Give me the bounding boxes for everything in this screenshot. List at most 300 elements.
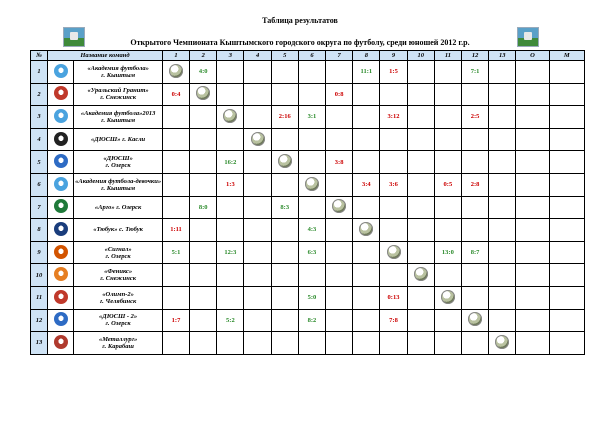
score-cell: 3:8 <box>326 151 353 174</box>
diagonal-cell <box>407 264 434 287</box>
score-cell: 7:1 <box>461 61 488 84</box>
team-name-line: «ДЮСШ - 2» <box>99 313 138 321</box>
score-cell <box>489 286 516 309</box>
team-logo-cell <box>48 309 74 332</box>
team-logo-icon <box>54 86 68 100</box>
score-cell <box>489 106 516 129</box>
score-cell <box>190 128 217 151</box>
table-row <box>31 264 585 287</box>
score-cell <box>217 83 244 106</box>
table-row <box>31 286 585 309</box>
diagonal-cell <box>461 309 488 332</box>
score-cell <box>549 309 584 332</box>
team-name <box>74 83 163 106</box>
score-cell <box>298 332 325 355</box>
score-cell <box>549 196 584 219</box>
score-cell <box>298 128 325 151</box>
score-cell <box>407 219 434 242</box>
score-cell: 0:13 <box>380 286 407 309</box>
team-city-line: г. Кыштым <box>101 116 136 124</box>
score-cell <box>217 332 244 355</box>
score-cell <box>516 332 549 355</box>
team-name <box>74 173 163 196</box>
score-cell <box>489 309 516 332</box>
score-cell <box>380 196 407 219</box>
score-cell: 5:2 <box>217 309 244 332</box>
score-cell <box>298 83 325 106</box>
score-cell <box>461 332 488 355</box>
team-logo-cell <box>48 196 74 219</box>
score-cell <box>407 173 434 196</box>
header-col: 9 <box>380 51 407 61</box>
team-city-line: г. Челябинск <box>99 297 137 305</box>
team-name <box>74 241 163 264</box>
football-icon <box>196 86 210 100</box>
score-cell <box>217 61 244 84</box>
table-row <box>31 151 585 174</box>
header-col: 10 <box>407 51 434 61</box>
team-name-line: «ДЮСШ» <box>103 155 133 163</box>
header-col: 7 <box>326 51 353 61</box>
diagonal-cell <box>271 151 298 174</box>
score-cell <box>244 151 271 174</box>
team-city-line: г. Кыштым <box>101 71 136 79</box>
score-cell <box>353 241 380 264</box>
score-cell: 6:3 <box>298 241 325 264</box>
score-cell <box>217 219 244 242</box>
score-cell <box>271 173 298 196</box>
score-cell: 1:5 <box>380 61 407 84</box>
score-cell: 8:0 <box>190 196 217 219</box>
score-cell <box>461 128 488 151</box>
team-name <box>74 309 163 332</box>
score-cell <box>549 83 584 106</box>
football-icon <box>223 109 237 123</box>
team-name-line: «Металлург» <box>98 335 138 343</box>
score-cell <box>380 128 407 151</box>
score-cell <box>407 151 434 174</box>
score-cell <box>549 264 584 287</box>
score-cell <box>516 241 549 264</box>
header-no: № <box>31 51 48 61</box>
score-cell: 7:8 <box>380 309 407 332</box>
score-cell: 4:3 <box>298 219 325 242</box>
score-cell <box>407 241 434 264</box>
diagonal-cell <box>353 219 380 242</box>
diagonal-cell <box>190 83 217 106</box>
score-cell <box>326 106 353 129</box>
score-cell <box>434 61 461 84</box>
score-cell <box>217 286 244 309</box>
header-col: 8 <box>353 51 380 61</box>
score-cell <box>516 196 549 219</box>
header-col: 12 <box>461 51 488 61</box>
score-cell: 16:2 <box>217 151 244 174</box>
score-cell <box>489 83 516 106</box>
team-name <box>74 128 163 151</box>
football-icon <box>169 64 183 78</box>
score-cell <box>162 196 189 219</box>
football-icon <box>387 245 401 259</box>
score-cell <box>549 286 584 309</box>
score-cell: 3:6 <box>380 173 407 196</box>
score-cell <box>190 219 217 242</box>
team-name-line: «Тюбук» с. Тюбук <box>93 226 143 234</box>
team-number: 6 <box>31 173 48 196</box>
header-row <box>31 51 585 61</box>
score-cell: 8:7 <box>461 241 488 264</box>
team-logo-cell <box>48 173 74 196</box>
team-logo-cell <box>48 264 74 287</box>
diagonal-cell <box>217 106 244 129</box>
team-number: 13 <box>31 332 48 355</box>
score-cell <box>271 309 298 332</box>
score-cell: 13:0 <box>434 241 461 264</box>
score-cell <box>434 151 461 174</box>
team-logo-icon <box>54 109 68 123</box>
score-cell <box>271 128 298 151</box>
football-icon <box>305 177 319 191</box>
team-logo-cell <box>48 151 74 174</box>
football-icon <box>468 312 482 326</box>
score-cell <box>326 173 353 196</box>
score-cell <box>489 128 516 151</box>
table-row <box>31 196 585 219</box>
score-cell <box>271 61 298 84</box>
score-cell <box>407 83 434 106</box>
table-row <box>31 83 585 106</box>
team-logo-icon <box>54 199 68 213</box>
score-cell: 0:8 <box>326 83 353 106</box>
score-cell <box>407 286 434 309</box>
team-city-line: г. Снежинск <box>100 94 137 102</box>
score-cell <box>516 219 549 242</box>
score-cell <box>298 196 325 219</box>
score-cell <box>461 264 488 287</box>
score-cell <box>298 264 325 287</box>
score-cell <box>489 219 516 242</box>
score-cell: 2:5 <box>461 106 488 129</box>
team-name-line: «ДЮСШ» г. Касли <box>91 136 146 144</box>
score-cell <box>516 151 549 174</box>
team-number: 12 <box>31 309 48 332</box>
diagonal-cell <box>380 241 407 264</box>
team-name-line: «Сигнал» <box>104 245 132 253</box>
score-cell <box>326 241 353 264</box>
team-logo-icon <box>54 290 68 304</box>
team-logo-cell <box>48 332 74 355</box>
score-cell: 8:3 <box>271 196 298 219</box>
header-col: 1 <box>162 51 189 61</box>
score-cell <box>516 309 549 332</box>
score-cell <box>407 332 434 355</box>
score-cell <box>380 332 407 355</box>
score-cell <box>516 106 549 129</box>
score-cell <box>353 286 380 309</box>
score-cell <box>217 196 244 219</box>
table-row <box>31 219 585 242</box>
score-cell: 1:3 <box>217 173 244 196</box>
score-cell: 0:5 <box>434 173 461 196</box>
score-cell <box>407 128 434 151</box>
score-cell <box>162 173 189 196</box>
team-name <box>74 286 163 309</box>
score-cell <box>434 332 461 355</box>
header-col: 5 <box>271 51 298 61</box>
score-cell <box>489 264 516 287</box>
team-name-line: «Академия футбола-девочки» <box>75 177 162 185</box>
table-row <box>31 241 585 264</box>
score-cell <box>298 61 325 84</box>
header-col: 4 <box>244 51 271 61</box>
team-logo-icon <box>54 177 68 191</box>
team-city-line: г. Кыштым <box>101 184 136 192</box>
score-cell <box>549 332 584 355</box>
score-cell <box>162 286 189 309</box>
page-subtitle: Открытого Чемпионата Кыштымского городского округа по футболу, среди юношей 2012 г.р. <box>130 38 470 47</box>
score-cell <box>434 128 461 151</box>
score-cell <box>380 151 407 174</box>
score-cell <box>162 151 189 174</box>
score-cell <box>353 309 380 332</box>
team-name <box>74 264 163 287</box>
team-number: 2 <box>31 83 48 106</box>
score-cell <box>271 219 298 242</box>
score-cell: 2:8 <box>461 173 488 196</box>
team-number: 9 <box>31 241 48 264</box>
team-name <box>74 196 163 219</box>
team-number: 7 <box>31 196 48 219</box>
score-cell <box>516 128 549 151</box>
score-cell <box>244 264 271 287</box>
score-cell <box>549 241 584 264</box>
score-cell: 3:1 <box>298 106 325 129</box>
score-cell <box>407 196 434 219</box>
table-row <box>31 106 585 129</box>
score-cell: 12:3 <box>217 241 244 264</box>
score-cell <box>244 286 271 309</box>
score-cell: 8:2 <box>298 309 325 332</box>
team-name-line: «Уральский Гранит» <box>87 87 149 95</box>
score-cell <box>380 219 407 242</box>
score-cell <box>326 219 353 242</box>
score-cell <box>353 83 380 106</box>
header-place: М <box>549 51 584 61</box>
score-cell: 1:7 <box>162 309 189 332</box>
score-cell <box>516 61 549 84</box>
team-name <box>74 61 163 84</box>
score-cell <box>190 286 217 309</box>
score-cell <box>516 286 549 309</box>
score-cell <box>190 106 217 129</box>
score-cell <box>217 128 244 151</box>
score-cell <box>271 83 298 106</box>
header-points: О <box>516 51 549 61</box>
header-team: Название команд <box>48 51 163 61</box>
score-cell <box>549 173 584 196</box>
score-cell <box>190 332 217 355</box>
score-cell <box>407 309 434 332</box>
football-icon <box>495 335 509 349</box>
score-cell <box>326 61 353 84</box>
team-name-line: «Феникс» <box>104 268 133 276</box>
score-cell <box>271 332 298 355</box>
score-cell <box>353 264 380 287</box>
score-cell <box>461 286 488 309</box>
score-cell <box>190 173 217 196</box>
team-name <box>74 106 163 129</box>
score-cell <box>326 286 353 309</box>
score-cell <box>434 219 461 242</box>
score-cell <box>434 106 461 129</box>
diagonal-cell <box>326 196 353 219</box>
score-cell <box>407 61 434 84</box>
score-cell <box>489 173 516 196</box>
header-col: 2 <box>190 51 217 61</box>
team-number: 5 <box>31 151 48 174</box>
team-number: 1 <box>31 61 48 84</box>
football-icon <box>414 267 428 281</box>
team-logo-cell <box>48 219 74 242</box>
score-cell <box>489 241 516 264</box>
score-cell <box>461 83 488 106</box>
football-icon <box>332 199 346 213</box>
team-logo-cell <box>48 83 74 106</box>
score-cell <box>516 83 549 106</box>
score-cell <box>326 332 353 355</box>
table-row <box>31 173 585 196</box>
score-cell <box>434 309 461 332</box>
score-cell <box>549 151 584 174</box>
score-cell <box>244 173 271 196</box>
score-cell <box>190 151 217 174</box>
score-cell <box>434 83 461 106</box>
score-cell <box>244 106 271 129</box>
page-title: Таблица результатов <box>262 16 338 25</box>
team-logo-icon <box>54 312 68 326</box>
header-col: 3 <box>217 51 244 61</box>
score-cell <box>516 264 549 287</box>
team-name <box>74 332 163 355</box>
score-cell <box>461 219 488 242</box>
header-col: 13 <box>489 51 516 61</box>
score-cell: 3:4 <box>353 173 380 196</box>
score-cell <box>380 264 407 287</box>
score-cell: 5:0 <box>298 286 325 309</box>
score-cell <box>489 196 516 219</box>
team-number: 4 <box>31 128 48 151</box>
score-cell <box>162 332 189 355</box>
score-cell <box>549 61 584 84</box>
team-name-line: «Олимп-2» <box>102 290 134 298</box>
team-city-line: г. Озерск <box>105 320 131 328</box>
score-cell: 5:1 <box>162 241 189 264</box>
score-cell <box>353 106 380 129</box>
score-cell <box>326 309 353 332</box>
table-row <box>31 332 585 355</box>
score-cell <box>271 286 298 309</box>
score-cell <box>353 151 380 174</box>
team-city-line: г. Карабаш <box>102 342 134 350</box>
score-cell <box>489 61 516 84</box>
score-cell <box>326 264 353 287</box>
score-cell <box>271 241 298 264</box>
team-number: 11 <box>31 286 48 309</box>
team-logo-icon <box>54 154 68 168</box>
header-col: 11 <box>434 51 461 61</box>
results-table <box>30 50 585 355</box>
score-cell <box>271 264 298 287</box>
score-cell: 4:0 <box>190 61 217 84</box>
football-icon <box>359 222 373 236</box>
score-cell <box>190 309 217 332</box>
diagonal-cell <box>244 128 271 151</box>
score-cell <box>434 196 461 219</box>
team-name-line: «Академия футбола» <box>87 64 149 72</box>
team-number: 8 <box>31 219 48 242</box>
score-cell <box>461 151 488 174</box>
team-number: 10 <box>31 264 48 287</box>
score-cell <box>244 83 271 106</box>
score-cell <box>244 241 271 264</box>
team-logo-cell <box>48 106 74 129</box>
score-cell <box>434 264 461 287</box>
score-cell <box>190 264 217 287</box>
football-icon <box>278 154 292 168</box>
score-cell <box>162 264 189 287</box>
score-cell <box>162 128 189 151</box>
score-cell <box>549 128 584 151</box>
score-cell <box>516 173 549 196</box>
diagonal-cell <box>298 173 325 196</box>
team-logo-icon <box>54 64 68 78</box>
score-cell <box>326 128 353 151</box>
team-number: 3 <box>31 106 48 129</box>
team-city-line: г. Озерск <box>105 252 131 260</box>
score-cell <box>244 332 271 355</box>
football-icon <box>251 132 265 146</box>
score-cell <box>162 106 189 129</box>
table-row <box>31 309 585 332</box>
score-cell <box>298 151 325 174</box>
team-city-line: г. Озерск <box>105 162 131 170</box>
team-logo-cell <box>48 241 74 264</box>
score-cell <box>217 264 244 287</box>
diagonal-cell <box>162 61 189 84</box>
score-cell: 1:11 <box>162 219 189 242</box>
score-cell <box>407 106 434 129</box>
team-city-line: г. Снежинск <box>100 275 137 283</box>
score-cell <box>244 309 271 332</box>
table-row <box>31 61 585 84</box>
score-cell <box>190 241 217 264</box>
score-cell <box>244 196 271 219</box>
header-col: 6 <box>298 51 325 61</box>
score-cell <box>244 219 271 242</box>
team-logo-icon <box>54 245 68 259</box>
team-logo-cell <box>48 61 74 84</box>
diagonal-cell <box>489 332 516 355</box>
score-cell: 2:16 <box>271 106 298 129</box>
score-cell <box>380 83 407 106</box>
score-cell <box>549 219 584 242</box>
football-icon <box>441 290 455 304</box>
score-cell: 3:12 <box>380 106 407 129</box>
score-cell <box>353 196 380 219</box>
table-row <box>31 128 585 151</box>
score-cell <box>353 332 380 355</box>
team-logo-icon <box>54 222 68 236</box>
